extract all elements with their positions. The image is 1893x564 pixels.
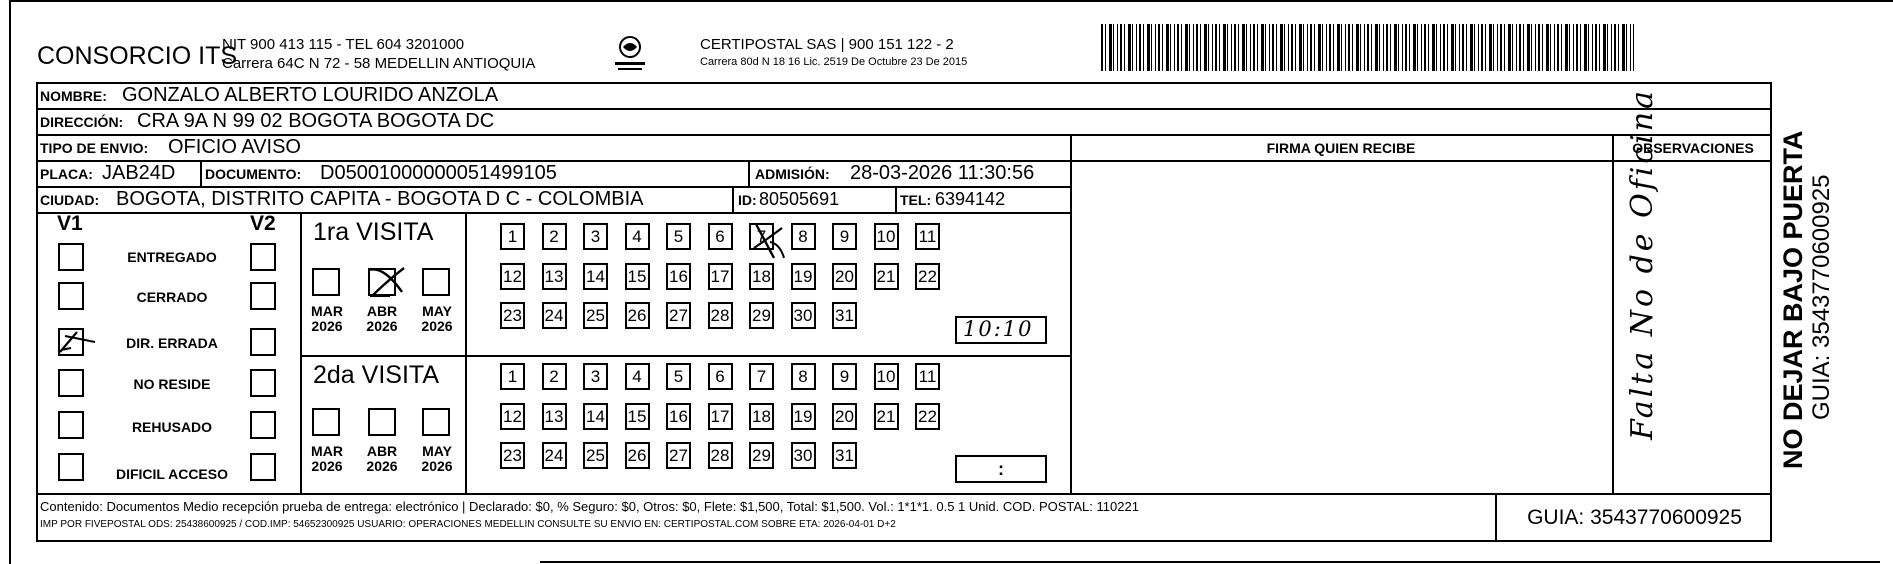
side-warning: NO DEJAR BAJO PUERTA [1778, 130, 1808, 469]
admision-value: 28-03-2026 11:30:56 [850, 162, 1035, 184]
first-visit-day-12[interactable]: 12 [500, 263, 525, 290]
second-visit-day-30[interactable]: 30 [791, 442, 816, 469]
ciudad-value: BOGOTA, DISTRITO CAPITA - BOGOTA D C - COLOMBIA [116, 188, 644, 210]
second-month-mar-checkbox[interactable] [312, 408, 340, 436]
v1-checkbox[interactable] [58, 369, 84, 397]
first-visit-day-15[interactable]: 15 [625, 263, 650, 290]
second-month-abr-checkbox[interactable] [368, 408, 396, 436]
rule [465, 212, 467, 494]
option-label: DIR. ERRADA [126, 335, 218, 351]
tel-label: TEL: [900, 192, 932, 208]
id-label: ID: [738, 192, 757, 208]
bottom-edge-line [540, 561, 1880, 563]
documento-value: D05001000000051499105 [320, 162, 557, 184]
second-visit-day-14[interactable]: 14 [583, 403, 608, 430]
second-visit-day-1[interactable]: 1 [500, 363, 525, 390]
first-visit-day-29[interactable]: 29 [749, 302, 774, 329]
tipo-label: TIPO DE ENVIO: [40, 140, 149, 156]
second-visit-day-5[interactable]: 5 [666, 363, 691, 390]
rule [1070, 134, 1072, 494]
first-visit-day-2[interactable]: 2 [542, 223, 567, 250]
carrier-address: Carrera 80d N 18 16 Lic. 2519 De Octubre 23 De 2015 [700, 56, 968, 68]
first-visit-day-27[interactable]: 27 [666, 302, 691, 329]
v2-header: V2 [250, 212, 276, 235]
second-visit-day-20[interactable]: 20 [832, 403, 857, 430]
second-visit-day-19[interactable]: 19 [791, 403, 816, 430]
second-visit-day-27[interactable]: 27 [666, 442, 691, 469]
ciudad-label: CIUDAD: [40, 192, 100, 208]
first-month-mar-checkbox[interactable] [312, 268, 340, 296]
second-month-may-checkbox[interactable] [422, 408, 450, 436]
second-visit-day-23[interactable]: 23 [500, 442, 525, 469]
placa-label: PLACA: [40, 166, 93, 182]
month-label: ABR 2026 [366, 303, 398, 334]
month-label: MAY 2026 [421, 303, 453, 334]
first-visit-day-20[interactable]: 20 [832, 263, 857, 290]
certipostal-logo-icon [612, 34, 648, 74]
footer-guia: GUIA: 3543770600925 [1527, 506, 1742, 529]
option-label: NO RESIDE [133, 376, 211, 392]
id-value: 80505691 [759, 189, 840, 209]
v1-header: V1 [57, 212, 83, 235]
direccion-label: DIRECCIÓN: [40, 114, 124, 130]
first-month-abr-checkbox-checked[interactable] [368, 268, 396, 296]
second-visit-title: 2da VISITA [313, 361, 439, 389]
time-separator: : [998, 459, 1004, 479]
first-visit-day-25[interactable]: 25 [583, 302, 608, 329]
second-visit-day-31[interactable]: 31 [832, 442, 857, 469]
second-visit-day-26[interactable]: 26 [625, 442, 650, 469]
v1-checkbox-checked[interactable] [58, 328, 84, 356]
first-visit-title: 1ra VISITA [313, 218, 434, 246]
second-visit-day-4[interactable]: 4 [625, 363, 650, 390]
rule [36, 493, 1772, 495]
month-label: MAY 2026 [421, 443, 453, 474]
first-visit-day-16[interactable]: 16 [666, 263, 691, 290]
handwritten-note-text: Falta No de Oficina [1625, 88, 1660, 440]
first-visit-day-9[interactable]: 9 [832, 223, 857, 250]
v1-checkbox[interactable] [58, 282, 84, 310]
tipo-value: OFICIO AVISO [168, 136, 301, 158]
second-visit-day-7[interactable]: 7 [749, 363, 774, 390]
second-visit-day-13[interactable]: 13 [542, 403, 567, 430]
carrier-name: CERTIPOSTAL SAS | 900 151 122 - 2 [700, 36, 954, 53]
handwritten-day-mark-icon [744, 218, 790, 264]
first-visit-day-31[interactable]: 31 [832, 302, 857, 329]
month-label: ABR 2026 [366, 443, 398, 474]
v2-checkbox[interactable] [250, 411, 276, 439]
second-visit-day-21[interactable]: 21 [874, 403, 899, 430]
handwritten-x-icon [364, 262, 410, 302]
v2-checkbox[interactable] [250, 282, 276, 310]
placa-value: JAB24D [102, 162, 176, 184]
v1-checkbox[interactable] [58, 411, 84, 439]
v2-checkbox[interactable] [250, 243, 276, 271]
first-visit-day-14[interactable]: 14 [583, 263, 608, 290]
first-visit-day-21[interactable]: 21 [874, 263, 899, 290]
rule [36, 212, 1072, 214]
top-edge-line [9, 0, 1893, 2]
rule [200, 160, 202, 186]
side-guia: GUIA: 3543770600925 [1808, 174, 1835, 420]
first-visit-day-17[interactable]: 17 [708, 263, 733, 290]
first-visit-day-28[interactable]: 28 [708, 302, 733, 329]
second-visit-day-29[interactable]: 29 [749, 442, 774, 469]
first-visit-day-11[interactable]: 11 [915, 223, 940, 250]
firma-header: FIRMA QUIEN RECIBE [1266, 140, 1416, 156]
first-visit-day-26[interactable]: 26 [625, 302, 650, 329]
second-visit-day-3[interactable]: 3 [583, 363, 608, 390]
second-visit-day-15[interactable]: 15 [625, 403, 650, 430]
first-visit-day-30[interactable]: 30 [791, 302, 816, 329]
rule [748, 160, 750, 186]
first-visit-day-4[interactable]: 4 [625, 223, 650, 250]
v2-checkbox[interactable] [250, 369, 276, 397]
v1-checkbox[interactable] [58, 453, 84, 481]
rule [1612, 134, 1614, 494]
first-visit-day-10[interactable]: 10 [874, 223, 899, 250]
first-visit-day-18[interactable]: 18 [749, 263, 774, 290]
nombre-value: GONZALO ALBERTO LOURIDO ANZOLA [122, 84, 499, 106]
second-visit-day-25[interactable]: 25 [583, 442, 608, 469]
second-visit-day-2[interactable]: 2 [542, 363, 567, 390]
sender-name: CONSORCIO ITS [37, 42, 238, 70]
admision-label: ADMISIÓN: [755, 166, 830, 182]
option-label: DIFICIL ACCESO [115, 466, 228, 482]
handwritten-time: 10:10 [963, 317, 1034, 341]
v1-checkbox[interactable] [58, 243, 84, 271]
observaciones-header: OBSERVACIONES [1632, 140, 1754, 156]
rule [300, 355, 1072, 357]
first-visit-time-field[interactable] [955, 316, 1047, 344]
first-month-may-checkbox[interactable] [422, 268, 450, 296]
second-visit-day-9[interactable]: 9 [832, 363, 857, 390]
second-visit-day-8[interactable]: 8 [791, 363, 816, 390]
direccion-value: CRA 9A N 99 02 BOGOTA BOGOTA DC [137, 110, 495, 132]
first-visit-day-3[interactable]: 3 [583, 223, 608, 250]
first-visit-day-5[interactable]: 5 [666, 223, 691, 250]
v2-checkbox[interactable] [250, 328, 276, 356]
nombre-label: NOMBRE: [40, 88, 107, 104]
sender-nit: NIT 900 413 115 - TEL 604 3201000 [222, 36, 465, 53]
second-visit-day-22[interactable]: 22 [915, 403, 940, 430]
second-visit-day-6[interactable]: 6 [708, 363, 733, 390]
first-visit-day-22[interactable]: 22 [915, 263, 940, 290]
first-visit-day-13[interactable]: 13 [542, 263, 567, 290]
second-visit-day-11[interactable]: 11 [915, 363, 940, 390]
second-visit-time-field[interactable] [955, 455, 1047, 483]
second-visit-day-12[interactable]: 12 [500, 403, 525, 430]
left-edge-line [9, 0, 11, 564]
rule [895, 186, 897, 212]
second-visit-day-10[interactable]: 10 [874, 363, 899, 390]
month-label: MAR 2026 [311, 443, 343, 474]
second-visit-day-18[interactable]: 18 [749, 403, 774, 430]
first-visit-day-1[interactable]: 1 [500, 223, 525, 250]
second-visit-day-16[interactable]: 16 [666, 403, 691, 430]
option-label: CERRADO [136, 289, 208, 305]
first-visit-day-19[interactable]: 19 [791, 263, 816, 290]
handwritten-check-icon [57, 326, 97, 356]
documento-label: DOCUMENTO: [205, 166, 302, 182]
first-visit-day-23[interactable]: 23 [500, 302, 525, 329]
second-visit-day-28[interactable]: 28 [708, 442, 733, 469]
sender-address: Carrera 64C N 72 - 58 MEDELLIN ANTIOQUIA [222, 55, 536, 72]
observaciones-handwritten-note [1625, 88, 1660, 440]
rule [732, 186, 734, 212]
second-visit-day-24[interactable]: 24 [542, 442, 567, 469]
footer-line-2: IMP POR FIVEPOSTAL ODS: 25438600925 / COD.IMP: 54652300925 USUARIO: OPERACIONES MEDELLIN CONSULTE SU ENVIO EN: CERTIPOSTAL.COM SOBRE ETA: 2026-04-01 D+2 [40, 519, 896, 530]
option-label: ENTREGADO [127, 249, 217, 265]
tracking-barcode [1101, 24, 1634, 71]
first-visit-day-24[interactable]: 24 [542, 302, 567, 329]
tel-value: 6394142 [935, 189, 1006, 209]
footer-line-1: Contenido: Documentos Medio recepción prueba de entrega: electrónico | Declarado: $0, % Seguro: $0, Otros: $0, Flete: $1,500, Total: $1,500. Vol.: 1*1*1. 0.5 1 Unid. COD. POSTAL: 110221 [40, 499, 1139, 514]
first-visit-day-7[interactable]: 7 [749, 223, 774, 250]
v2-checkbox[interactable] [250, 453, 276, 481]
month-label: MAR 2026 [311, 303, 343, 334]
first-visit-day-6[interactable]: 6 [708, 223, 733, 250]
first-visit-day-8[interactable]: 8 [791, 223, 816, 250]
second-visit-day-17[interactable]: 17 [708, 403, 733, 430]
option-label: REHUSADO [131, 419, 213, 435]
